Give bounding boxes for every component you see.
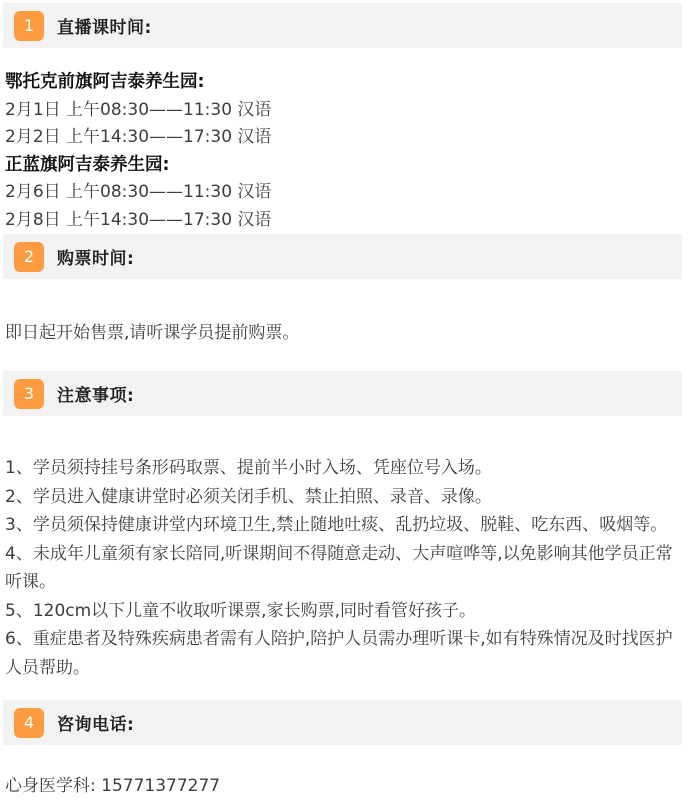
section-title: 咨询电话:	[57, 715, 135, 735]
venue-heading: 鄂托克前旗阿吉泰养生园:	[5, 72, 205, 92]
ticketing-note: 即日起开始售票,请听课学员提前购票。	[5, 323, 300, 343]
section-title: 直播课时间:	[57, 18, 152, 38]
notice-item: 5、120cm以下儿童不收取听课票,家长购票,同时看管好孩子。	[5, 600, 476, 621]
notice-item: 6、重症患者及特殊疾病患者需有人陪护,陪护人员需办理听课卡,如有特殊情况及时找医护人员帮助。	[5, 629, 673, 678]
section-header-contact	[3, 700, 682, 745]
notice-list	[5, 454, 686, 682]
section-header-ticket-time	[3, 234, 682, 279]
venue-heading: 正蓝旗阿吉泰养生园:	[5, 154, 170, 175]
section-number-badge: 2	[14, 242, 44, 272]
session-time-line: 2月1日 上午08:30——11:30 汉语	[5, 99, 272, 120]
section-title: 购票时间:	[57, 249, 135, 269]
notice-item: 2、学员进入健康讲堂时必须关闭手机、禁止拍照、录音、录像。	[5, 486, 492, 507]
session-time-line: 2月8日 上午14:30——17:30 汉语	[5, 209, 272, 230]
section-number-badge: 3	[14, 379, 44, 409]
session-time-line: 2月6日 上午08:30——11:30 汉语	[5, 182, 272, 202]
notice-item: 4、未成年儿童须有家长陪同,听课期间不得随意走动、大声喧哗等,以免影响其他学员正常听课。	[5, 543, 673, 592]
live-schedule	[5, 69, 683, 234]
notice-item: 1、学员须持挂号条形码取票、提前半小时入场、凭座位号入场。	[5, 458, 492, 478]
session-time-line: 2月2日 上午14:30——17:30 汉语	[5, 127, 272, 147]
section-number-badge: 1	[14, 11, 44, 41]
contact-phone-line: 心身医学科: 15771377277	[5, 776, 221, 796]
section-header-notices	[3, 371, 682, 416]
notice-item: 3、学员须保持健康讲堂内环境卫生,禁止随地吐痰、乱扔垃圾、脱鞋、吃东西、吸烟等。	[5, 515, 668, 535]
section-title: 注意事项:	[57, 386, 135, 406]
section-number-badge: 4	[14, 708, 44, 738]
section-header-live-times	[3, 3, 682, 48]
article-body	[0, 3, 688, 801]
